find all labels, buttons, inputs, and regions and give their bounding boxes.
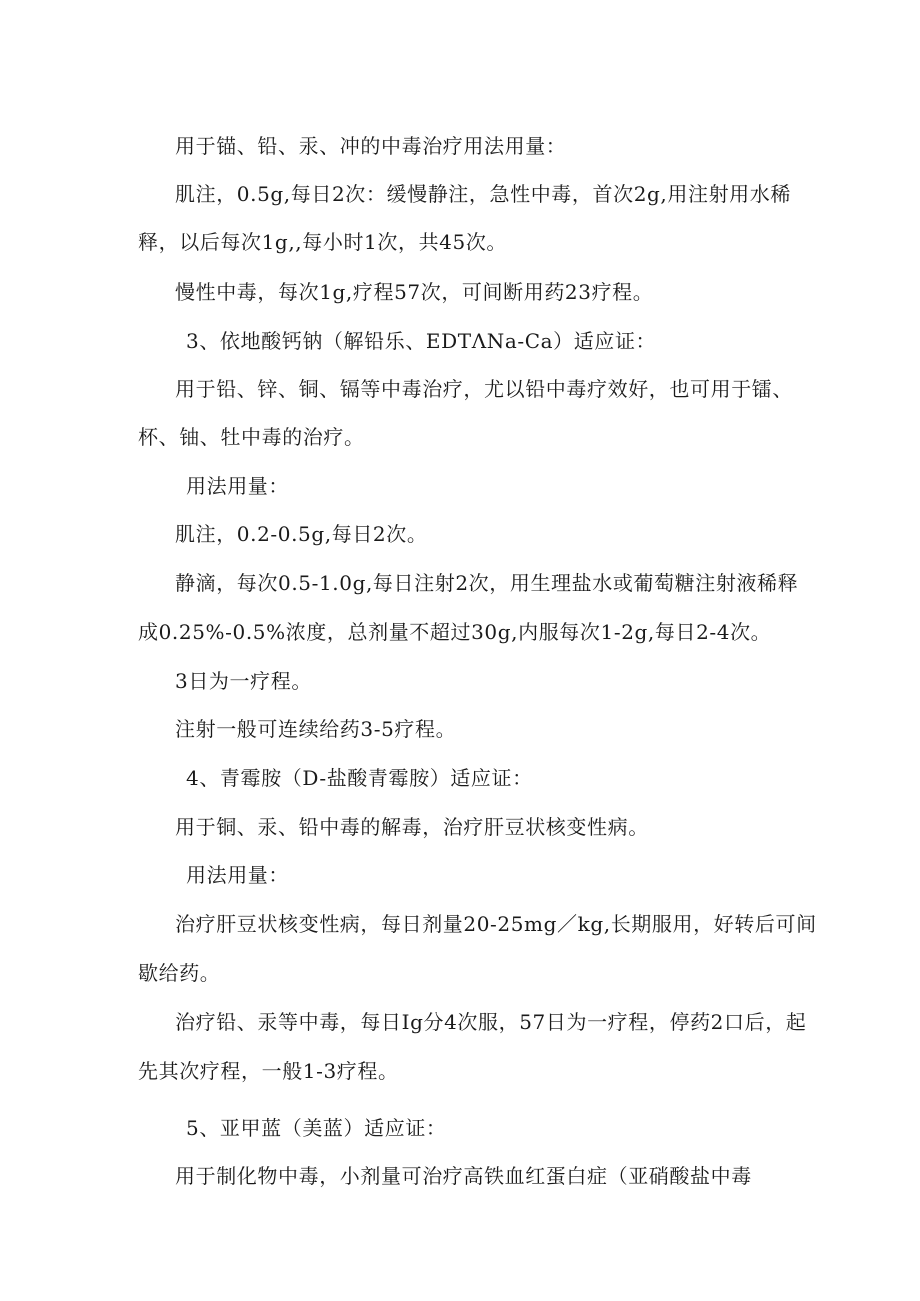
subheading: 用法用量： [186, 474, 289, 498]
text-line: 用于铜、汞、铅中毒的解毒，治疗肝豆状核变性病。 [175, 815, 649, 839]
text-line: 肌注，0.2-0.5g,每日2次。 [175, 522, 428, 546]
text-line: 治疗肝豆状核变性病，每日剂量20-25mg／kg,长期服用，好转后可间 [175, 912, 817, 936]
text-line: 3日为一疗程。 [175, 669, 312, 693]
text-line: 肌注，0.5g,每日2次：缓慢静注，急性中毒，首次2g,用注射用水稀 [175, 182, 791, 206]
text-line: 先其次疗程，一般1-3疗程。 [138, 1059, 399, 1083]
text-line: 注射一般可连续给药3-5疗程。 [175, 717, 457, 741]
text-line: 静滴，每次0.5-1.0g,每日注射2次，用生理盐水或葡萄糖注射液稀释 [175, 571, 799, 595]
text-line: 用于铅、锌、铜、镉等中毒治疗，尤以铅中毒疗效好，也可用于镭、 [175, 377, 793, 401]
text-line: 用于制化物中毒，小剂量可治疗高铁血红蛋白症（亚硝酸盐中毒 [175, 1164, 752, 1188]
text-line: 杯、铀、牡中毒的治疗。 [138, 425, 365, 449]
text-line: 成0.25%-0.5%浓度，总剂量不超过30g,内服每次1-2g,每日2-4次。 [138, 620, 772, 644]
text-line: 慢性中毒，每次1g,疗程57次，可间断用药23疗程。 [175, 280, 654, 304]
section-heading: 5、亚甲蓝（美蓝）适应证： [186, 1116, 447, 1140]
text-line: 治疗铅、汞等中毒，每日Ig分4次服，57日为一疗程，停药2口后，起 [175, 1010, 807, 1034]
text-line: 释，以后每次1g,,每小时1次，共45次。 [138, 230, 508, 254]
section-heading: 3、依地酸钙钠（解铅乐、EDTΛNa-Ca）适应证： [186, 329, 657, 353]
subheading: 用法用量： [186, 863, 289, 887]
text-line: 用于锚、铅、汞、冲的中毒治疗用法用量： [175, 134, 567, 158]
section-heading: 4、青霉胺（D-盐酸青霉胺）适应证： [186, 766, 533, 790]
text-line: 歇给药。 [138, 961, 221, 985]
